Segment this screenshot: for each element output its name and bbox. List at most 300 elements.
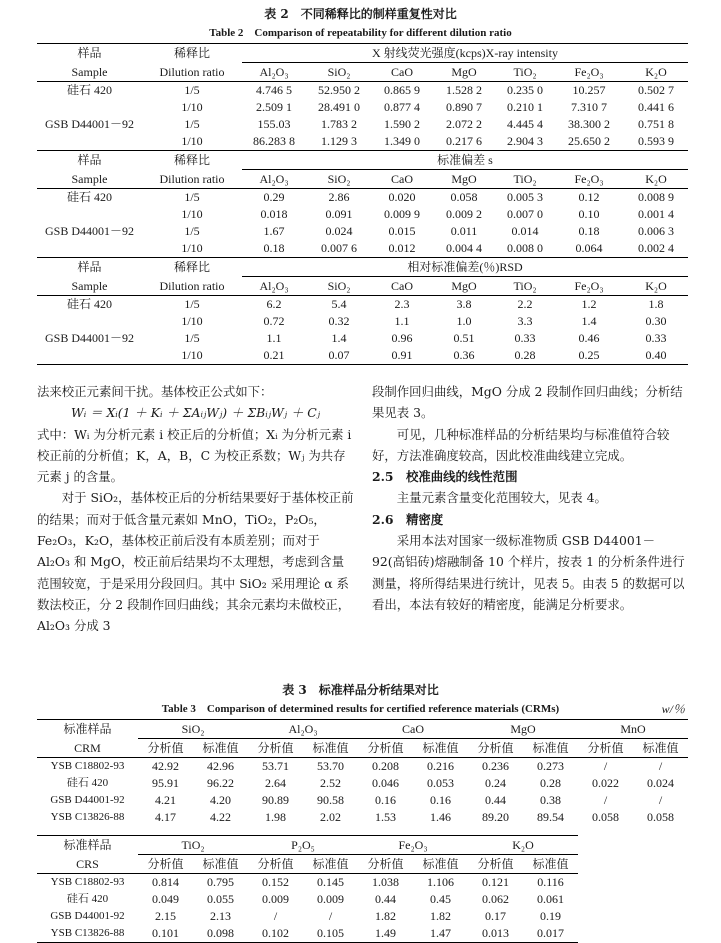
value-cell: 1.53 bbox=[375, 810, 396, 824]
value-cell: 1.106 bbox=[413, 874, 468, 892]
value-cell: 2.15 bbox=[155, 909, 176, 923]
value-cell: 0.25 bbox=[554, 347, 624, 365]
standard-value-header: 标准值 bbox=[422, 741, 459, 755]
value-cell: 1.038 bbox=[358, 874, 413, 892]
value-cell: 95.91 bbox=[152, 776, 179, 790]
dilution-header-en: Dilution ratio bbox=[159, 64, 225, 79]
value-cell: 2.904 3 bbox=[507, 134, 543, 148]
value-cell: 0.101 bbox=[138, 925, 193, 943]
table2 bbox=[37, 43, 688, 365]
value-cell: 1.67 bbox=[263, 224, 285, 238]
formula: Wᵢ ＝ Xᵢ(1 ＋ Kᵢ ＋ ΣAᵢⱼWⱼ) ＋ ΣBᵢⱼWⱼ ＋ Cⱼ bbox=[70, 405, 321, 421]
crm-header-cn: 标准样品 bbox=[37, 836, 138, 855]
value-cell: 2.86 bbox=[306, 189, 372, 207]
sample-header-en: Sample bbox=[71, 171, 108, 186]
value-cell: 0.36 bbox=[432, 347, 496, 365]
paragraph: 对于 SiO₂，基体校正后的分析结果要好于基体校正前的结果；而对于低含量元素如 MnO，TiO₂，P₂O₅，Fe₂O₃，K₂O，基体校正前后没有本质差别；而对于 Al₂O₃ 和 MgO，校正前后结果均不太理想，考虑到含量范围较宽，于是采用分段回归。其中 SiO₂ 采用理论 α 系数法校正，分 2 段制作回归曲线；其余元素均未做校正，Al₂O₃ 分成 3 bbox=[37, 490, 354, 634]
value-cell: 0.013 bbox=[468, 925, 523, 943]
dilution-ratio: 1/10 bbox=[181, 241, 203, 255]
crm-name: YSB C18802-93 bbox=[37, 758, 138, 776]
sample-header-cn: 样品 bbox=[37, 44, 142, 63]
value-cell: 0.009 bbox=[317, 892, 344, 906]
column-header: TiO₂ bbox=[513, 279, 537, 293]
table-row bbox=[37, 313, 688, 330]
sample-name bbox=[37, 313, 142, 330]
dilution-header-en: Dilution ratio bbox=[159, 278, 225, 293]
value-cell: / bbox=[603, 793, 608, 807]
table3-header-row bbox=[37, 739, 688, 758]
oxide-header: TiO₂ bbox=[138, 836, 248, 855]
value-cell: 0.145 bbox=[303, 874, 358, 892]
dilution-header-cn: 稀释比 bbox=[142, 44, 242, 63]
value-cell: 0.751 8 bbox=[638, 117, 674, 131]
value-cell: 1.2 bbox=[554, 296, 624, 314]
value-cell: 0.055 bbox=[207, 892, 234, 906]
paragraph: 采用本法对国家一级标准物质 GSB D44001－92(高铝砖)熔融制备 10 个样片，按表 1 的分析条件进行测量，将所得结果进行统计，见表 5。由表 5 的数据可以看出，本法有较好的精密度，能满足分析要求。 bbox=[372, 533, 685, 612]
value-cell: 0.96 bbox=[391, 331, 413, 345]
value-cell: 0.210 1 bbox=[507, 100, 543, 114]
standard-value-header: 标准值 bbox=[422, 857, 459, 871]
value-cell: 0.152 bbox=[248, 874, 303, 892]
dilution-header-en: Dilution ratio bbox=[159, 171, 225, 186]
crm-name: YSB C18802-93 bbox=[37, 874, 138, 892]
value-cell: 2.072 2 bbox=[446, 117, 482, 131]
column-header: Fe₂O₃ bbox=[574, 172, 604, 186]
value-cell: 0.022 bbox=[592, 776, 619, 790]
column-header: SiO₂ bbox=[327, 279, 351, 293]
column-header: SiO₂ bbox=[327, 172, 351, 186]
value-cell: 0.40 bbox=[624, 347, 688, 365]
value-cell: 0.064 bbox=[575, 241, 603, 255]
block-title: X 射线荧光强度(kcps)X-ray intensity bbox=[242, 44, 688, 63]
column-header: Al₂O₃ bbox=[259, 279, 289, 293]
value-cell: 0.018 bbox=[260, 207, 288, 221]
value-cell: 0.009 bbox=[262, 892, 289, 906]
table-row bbox=[37, 874, 578, 892]
analysis-value-header: 分析值 bbox=[367, 857, 404, 871]
sample-name bbox=[37, 347, 142, 365]
value-cell: 0.208 bbox=[358, 758, 413, 776]
value-cell: 0.38 bbox=[540, 793, 561, 807]
table-row bbox=[37, 99, 688, 116]
table-row bbox=[37, 240, 688, 258]
value-cell: 53.70 bbox=[303, 758, 358, 776]
value-cell: 6.2 bbox=[242, 296, 306, 314]
value-cell: 0.024 bbox=[647, 776, 674, 790]
dilution-ratio: 1/10 bbox=[181, 314, 203, 328]
value-cell: 1.783 2 bbox=[321, 117, 357, 131]
value-cell: 0.006 3 bbox=[638, 224, 674, 238]
oxide-header: CaO bbox=[358, 720, 468, 739]
value-cell: 4.746 5 bbox=[242, 82, 306, 100]
value-cell: 0.72 bbox=[263, 314, 285, 328]
value-cell: 1.49 bbox=[358, 925, 413, 943]
table-row bbox=[37, 809, 688, 826]
dilution-ratio: 1/5 bbox=[184, 331, 200, 345]
sample-name: GSB D44001－92 bbox=[44, 331, 134, 345]
value-cell: 0.16 bbox=[375, 793, 396, 807]
sample-header-cn: 样品 bbox=[37, 151, 142, 170]
crm-name: GSB D44001-92 bbox=[50, 910, 125, 922]
value-cell: 0.058 bbox=[592, 810, 619, 824]
dilution-ratio: 1/5 bbox=[184, 224, 200, 238]
value-cell: 0.33 bbox=[514, 331, 536, 345]
dilution-ratio: 1/10 bbox=[142, 347, 242, 365]
value-cell: 0.30 bbox=[645, 314, 667, 328]
value-cell: 1.8 bbox=[624, 296, 688, 314]
body-text-right-column bbox=[372, 381, 687, 615]
dilution-ratio: 1/5 bbox=[142, 189, 242, 207]
table-row bbox=[37, 347, 688, 365]
value-cell: 0.12 bbox=[554, 189, 624, 207]
table2-header-row bbox=[37, 258, 688, 277]
value-cell: 42.96 bbox=[193, 758, 248, 776]
value-cell: 0.091 bbox=[325, 207, 353, 221]
column-header: Al₂O₃ bbox=[259, 172, 289, 186]
column-header: CaO bbox=[391, 279, 413, 293]
value-cell: 0.16 bbox=[430, 793, 451, 807]
oxide-header: Fe₂O₃ bbox=[358, 836, 468, 855]
value-cell: 1.129 3 bbox=[321, 134, 357, 148]
value-cell: 0.008 0 bbox=[507, 241, 543, 255]
table2-caption-cn: 表 2 不同稀释比的制样重复性对比 bbox=[264, 7, 457, 21]
value-cell: 4.22 bbox=[210, 810, 231, 824]
value-cell: 0.015 bbox=[388, 224, 416, 238]
standard-value-header: 标准值 bbox=[312, 857, 349, 871]
sample-name: 硅石 420 bbox=[37, 82, 142, 100]
value-cell: 38.300 2 bbox=[568, 117, 610, 131]
value-cell: 0.24 bbox=[485, 776, 506, 790]
table3-header-row bbox=[37, 720, 688, 739]
value-cell: 0.061 bbox=[537, 892, 564, 906]
value-cell: 0.441 6 bbox=[638, 100, 674, 114]
value-cell: 1.98 bbox=[265, 810, 286, 824]
value-cell: 0.865 9 bbox=[372, 82, 432, 100]
value-cell: 2.13 bbox=[210, 909, 231, 923]
value-cell: 0.216 bbox=[413, 758, 468, 776]
paragraph: 法来校正元素间干扰。基体校正公式如下： bbox=[37, 384, 273, 399]
value-cell: 0.33 bbox=[645, 331, 667, 345]
column-header: MgO bbox=[451, 172, 477, 186]
value-cell: 0.058 bbox=[432, 189, 496, 207]
table-row bbox=[37, 758, 688, 776]
column-header: CaO bbox=[391, 172, 413, 186]
oxide-header: SiO₂ bbox=[138, 720, 248, 739]
table-row bbox=[37, 908, 578, 925]
value-cell: 0.28 bbox=[540, 776, 561, 790]
value-cell: 2.52 bbox=[320, 776, 341, 790]
value-cell: 0.116 bbox=[523, 874, 578, 892]
value-cell: 1.47 bbox=[413, 925, 468, 943]
sample-name: 硅石 420 bbox=[37, 296, 142, 314]
value-cell: 0.217 6 bbox=[446, 134, 482, 148]
value-cell: 2.509 1 bbox=[256, 100, 292, 114]
sample-name: GSB D44001－92 bbox=[44, 224, 134, 238]
value-cell: 0.814 bbox=[138, 874, 193, 892]
table-row bbox=[37, 330, 688, 347]
table-row bbox=[37, 775, 688, 792]
value-cell: 0.890 7 bbox=[446, 100, 482, 114]
value-cell: 0.32 bbox=[328, 314, 350, 328]
value-cell: 1.4 bbox=[331, 331, 347, 345]
value-cell: 0.001 4 bbox=[638, 207, 674, 221]
table-row bbox=[37, 82, 688, 100]
value-cell: 0.877 4 bbox=[384, 100, 420, 114]
paragraph: 式中：Wᵢ 为分析元素 i 校正后的分析值；Xᵢ 为分析元素 i 校正前的分析值；K，A，B，C 为校正系数；Wⱼ 为共存元素 j 的含量。 bbox=[37, 426, 352, 485]
table3-caption-cn: 表 3 标准样品分析结果对比 bbox=[282, 683, 439, 697]
standard-value-header: 标准值 bbox=[532, 857, 569, 871]
value-cell: 96.22 bbox=[207, 776, 234, 790]
standard-value-header: 标准值 bbox=[202, 857, 239, 871]
column-header: Fe₂O₃ bbox=[574, 65, 604, 79]
block-title: 相对标准偏差(％)RSD bbox=[242, 258, 688, 277]
value-cell: 2.2 bbox=[496, 296, 554, 314]
table-row bbox=[37, 792, 688, 809]
table-row bbox=[37, 116, 688, 133]
sample-name bbox=[37, 240, 142, 258]
section-heading: 2.6 精密度 bbox=[372, 511, 444, 527]
value-cell: 0.235 0 bbox=[496, 82, 554, 100]
value-cell: 0.121 bbox=[468, 874, 523, 892]
value-cell: 0.102 bbox=[248, 925, 303, 943]
value-cell: 5.4 bbox=[306, 296, 372, 314]
dilution-header-cn: 稀释比 bbox=[142, 258, 242, 277]
dilution-ratio: 1/5 bbox=[184, 117, 200, 131]
table3-unit: w/％ bbox=[661, 702, 685, 716]
value-cell: 0.593 9 bbox=[638, 134, 674, 148]
value-cell: 7.310 7 bbox=[571, 100, 607, 114]
column-header: TiO₂ bbox=[513, 65, 537, 79]
value-cell: 0.91 bbox=[372, 347, 432, 365]
value-cell: 0.007 0 bbox=[507, 207, 543, 221]
value-cell: 0.049 bbox=[152, 892, 179, 906]
column-header: MgO bbox=[451, 65, 477, 79]
value-cell: 3.8 bbox=[432, 296, 496, 314]
value-cell: 1.1 bbox=[266, 331, 282, 345]
section-heading: 2.5 校准曲线的线性范围 bbox=[372, 469, 518, 485]
value-cell: 90.89 bbox=[262, 793, 289, 807]
value-cell: 0.273 bbox=[523, 758, 578, 776]
value-cell: 0.009 2 bbox=[446, 207, 482, 221]
column-header: Al₂O₃ bbox=[259, 65, 289, 79]
value-cell: 2.02 bbox=[320, 810, 341, 824]
value-cell: 0.21 bbox=[242, 347, 306, 365]
value-cell: 0.18 bbox=[578, 224, 600, 238]
table2-header-row bbox=[37, 277, 688, 296]
crm-name: 硅石 420 bbox=[66, 893, 109, 905]
table3-caption-en: Table 3 Comparison of determined results for certified reference materials (CRMs) bbox=[161, 703, 560, 715]
value-cell: 0.012 bbox=[388, 241, 416, 255]
crm-header-en: CRS bbox=[76, 856, 99, 871]
dilution-ratio: 1/10 bbox=[181, 207, 203, 221]
value-cell: 0.002 4 bbox=[638, 241, 674, 255]
crm-name: GSB D44001-92 bbox=[50, 794, 125, 806]
column-header: TiO₂ bbox=[513, 172, 537, 186]
value-cell: 4.445 4 bbox=[507, 117, 543, 131]
table-row bbox=[37, 925, 578, 943]
value-cell: 155.03 bbox=[257, 117, 291, 131]
table-row bbox=[37, 133, 688, 151]
crm-header-en: CRM bbox=[74, 740, 101, 755]
analysis-value-header: 分析值 bbox=[477, 741, 514, 755]
value-cell: 4.20 bbox=[210, 793, 231, 807]
value-cell: 1.82 bbox=[430, 909, 451, 923]
value-cell: 0.007 6 bbox=[321, 241, 357, 255]
value-cell: 53.71 bbox=[248, 758, 303, 776]
standard-value-header: 标准值 bbox=[642, 741, 679, 755]
sample-header-en: Sample bbox=[71, 278, 108, 293]
table2-header-row bbox=[37, 170, 688, 189]
paragraph: 可见，几种标准样品的分析结果均与标准值符合较好，方法准确度较高，因此校准曲线建立完成。 bbox=[372, 426, 670, 463]
column-header: K₂O bbox=[645, 279, 667, 293]
dilution-header-cn: 稀释比 bbox=[142, 151, 242, 170]
value-cell: 0.020 bbox=[372, 189, 432, 207]
column-header: MgO bbox=[451, 279, 477, 293]
value-cell: 0.29 bbox=[242, 189, 306, 207]
sample-name bbox=[37, 133, 142, 151]
table3-header-row bbox=[37, 836, 578, 855]
analysis-value-header: 分析值 bbox=[257, 741, 294, 755]
value-cell: 0.44 bbox=[485, 793, 506, 807]
sample-name: GSB D44001－92 bbox=[44, 117, 134, 131]
table-row bbox=[37, 206, 688, 223]
value-cell: 52.950 2 bbox=[306, 82, 372, 100]
analysis-value-header: 分析值 bbox=[477, 857, 514, 871]
standard-value-header: 标准值 bbox=[312, 741, 349, 755]
value-cell: 0.502 7 bbox=[624, 82, 688, 100]
value-cell: 10.257 bbox=[554, 82, 624, 100]
column-header: K₂O bbox=[645, 65, 667, 79]
standard-value-header: 标准值 bbox=[532, 741, 569, 755]
value-cell: 0.45 bbox=[430, 892, 451, 906]
value-cell: 1.1 bbox=[394, 314, 410, 328]
column-header: K₂O bbox=[645, 172, 667, 186]
column-header: Fe₂O₃ bbox=[574, 279, 604, 293]
value-cell: 0.19 bbox=[540, 909, 561, 923]
value-cell: 0.014 bbox=[511, 224, 539, 238]
value-cell: 0.053 bbox=[427, 776, 454, 790]
table3-header-row bbox=[37, 855, 578, 874]
column-header: SiO₂ bbox=[327, 65, 351, 79]
value-cell: 1.0 bbox=[456, 314, 472, 328]
value-cell: 0.10 bbox=[578, 207, 600, 221]
table-row bbox=[37, 891, 578, 908]
value-cell: / bbox=[273, 909, 278, 923]
value-cell: 0.098 bbox=[193, 925, 248, 943]
value-cell: 0.236 bbox=[468, 758, 523, 776]
value-cell: 0.004 4 bbox=[446, 241, 482, 255]
value-cell: 4.21 bbox=[155, 793, 176, 807]
table-row bbox=[37, 296, 688, 314]
value-cell: 0.105 bbox=[303, 925, 358, 943]
value-cell: 0.011 bbox=[450, 224, 478, 238]
value-cell: 1.4 bbox=[581, 314, 597, 328]
value-cell: / bbox=[658, 793, 663, 807]
value-cell: 0.024 bbox=[325, 224, 353, 238]
table-row bbox=[37, 189, 688, 207]
value-cell: 90.58 bbox=[317, 793, 344, 807]
value-cell: 0.28 bbox=[496, 347, 554, 365]
value-cell: 0.17 bbox=[485, 909, 506, 923]
value-cell: 1.46 bbox=[430, 810, 451, 824]
table2-header-row bbox=[37, 151, 688, 170]
value-cell: 0.795 bbox=[193, 874, 248, 892]
crm-header-cn: 标准样品 bbox=[37, 720, 138, 739]
value-cell: 3.3 bbox=[517, 314, 533, 328]
value-cell: 0.18 bbox=[263, 241, 285, 255]
value-cell: 4.17 bbox=[155, 810, 176, 824]
crm-name: YSB C13826-88 bbox=[37, 925, 138, 943]
value-cell: 1.82 bbox=[375, 909, 396, 923]
value-cell: 89.54 bbox=[537, 810, 564, 824]
sample-header-cn: 样品 bbox=[37, 258, 142, 277]
dilution-ratio: 1/5 bbox=[142, 296, 242, 314]
dilution-ratio: 1/10 bbox=[181, 134, 203, 148]
table3-part2 bbox=[37, 835, 578, 943]
analysis-value-header: 分析值 bbox=[587, 741, 624, 755]
dilution-ratio: 1/10 bbox=[181, 100, 203, 114]
value-cell: 1.528 2 bbox=[432, 82, 496, 100]
analysis-value-header: 分析值 bbox=[367, 741, 404, 755]
value-cell: 28.491 0 bbox=[318, 100, 360, 114]
value-cell: 2.3 bbox=[372, 296, 432, 314]
crm-name: YSB C13826-88 bbox=[50, 811, 125, 823]
paragraph: 主量元素含量变化范围较大，见表 4。 bbox=[396, 490, 607, 506]
value-cell: 0.058 bbox=[647, 810, 674, 824]
value-cell: 25.650 2 bbox=[568, 134, 610, 148]
value-cell: 1.590 2 bbox=[384, 117, 420, 131]
table2-header-row bbox=[37, 63, 688, 82]
table2-caption-en: Table 2 Comparison of repeatability for different dilution ratio bbox=[209, 27, 512, 39]
dilution-ratio: 1/5 bbox=[142, 82, 242, 100]
oxide-header: MnO bbox=[578, 720, 688, 739]
block-title: 标准偏差 s bbox=[242, 151, 688, 170]
value-cell: 42.92 bbox=[138, 758, 193, 776]
value-cell: 0.51 bbox=[453, 331, 475, 345]
value-cell: / bbox=[328, 909, 333, 923]
column-header: CaO bbox=[391, 65, 413, 79]
paragraph: 段制作回归曲线，MgO 分成 2 段制作回归曲线；分析结果见表 3。 bbox=[372, 384, 683, 421]
value-cell: 0.046 bbox=[372, 776, 399, 790]
value-cell: / bbox=[633, 758, 688, 776]
value-cell: 0.07 bbox=[306, 347, 372, 365]
value-cell: 0.062 bbox=[482, 892, 509, 906]
value-cell: 0.017 bbox=[523, 925, 578, 943]
analysis-value-header: 分析值 bbox=[257, 857, 294, 871]
value-cell: 1.349 0 bbox=[384, 134, 420, 148]
oxide-header: Al₂O₃ bbox=[248, 720, 358, 739]
value-cell: 86.283 8 bbox=[253, 134, 295, 148]
value-cell: 0.008 9 bbox=[624, 189, 688, 207]
value-cell: 2.64 bbox=[265, 776, 286, 790]
value-cell: 0.009 9 bbox=[384, 207, 420, 221]
oxide-header: MgO bbox=[468, 720, 578, 739]
oxide-header: P₂O₅ bbox=[248, 836, 358, 855]
table-row bbox=[37, 223, 688, 240]
body-text-left-column bbox=[37, 381, 354, 637]
sample-name: 硅石 420 bbox=[37, 189, 142, 207]
table2-header-row bbox=[37, 44, 688, 63]
value-cell: 0.005 3 bbox=[496, 189, 554, 207]
analysis-value-header: 分析值 bbox=[147, 741, 184, 755]
value-cell: / bbox=[578, 758, 633, 776]
crm-name: 硅石 420 bbox=[66, 777, 109, 789]
sample-name bbox=[37, 206, 142, 223]
sample-header-en: Sample bbox=[71, 64, 108, 79]
value-cell: 0.46 bbox=[578, 331, 600, 345]
table3-part1 bbox=[37, 719, 688, 826]
standard-value-header: 标准值 bbox=[202, 741, 239, 755]
